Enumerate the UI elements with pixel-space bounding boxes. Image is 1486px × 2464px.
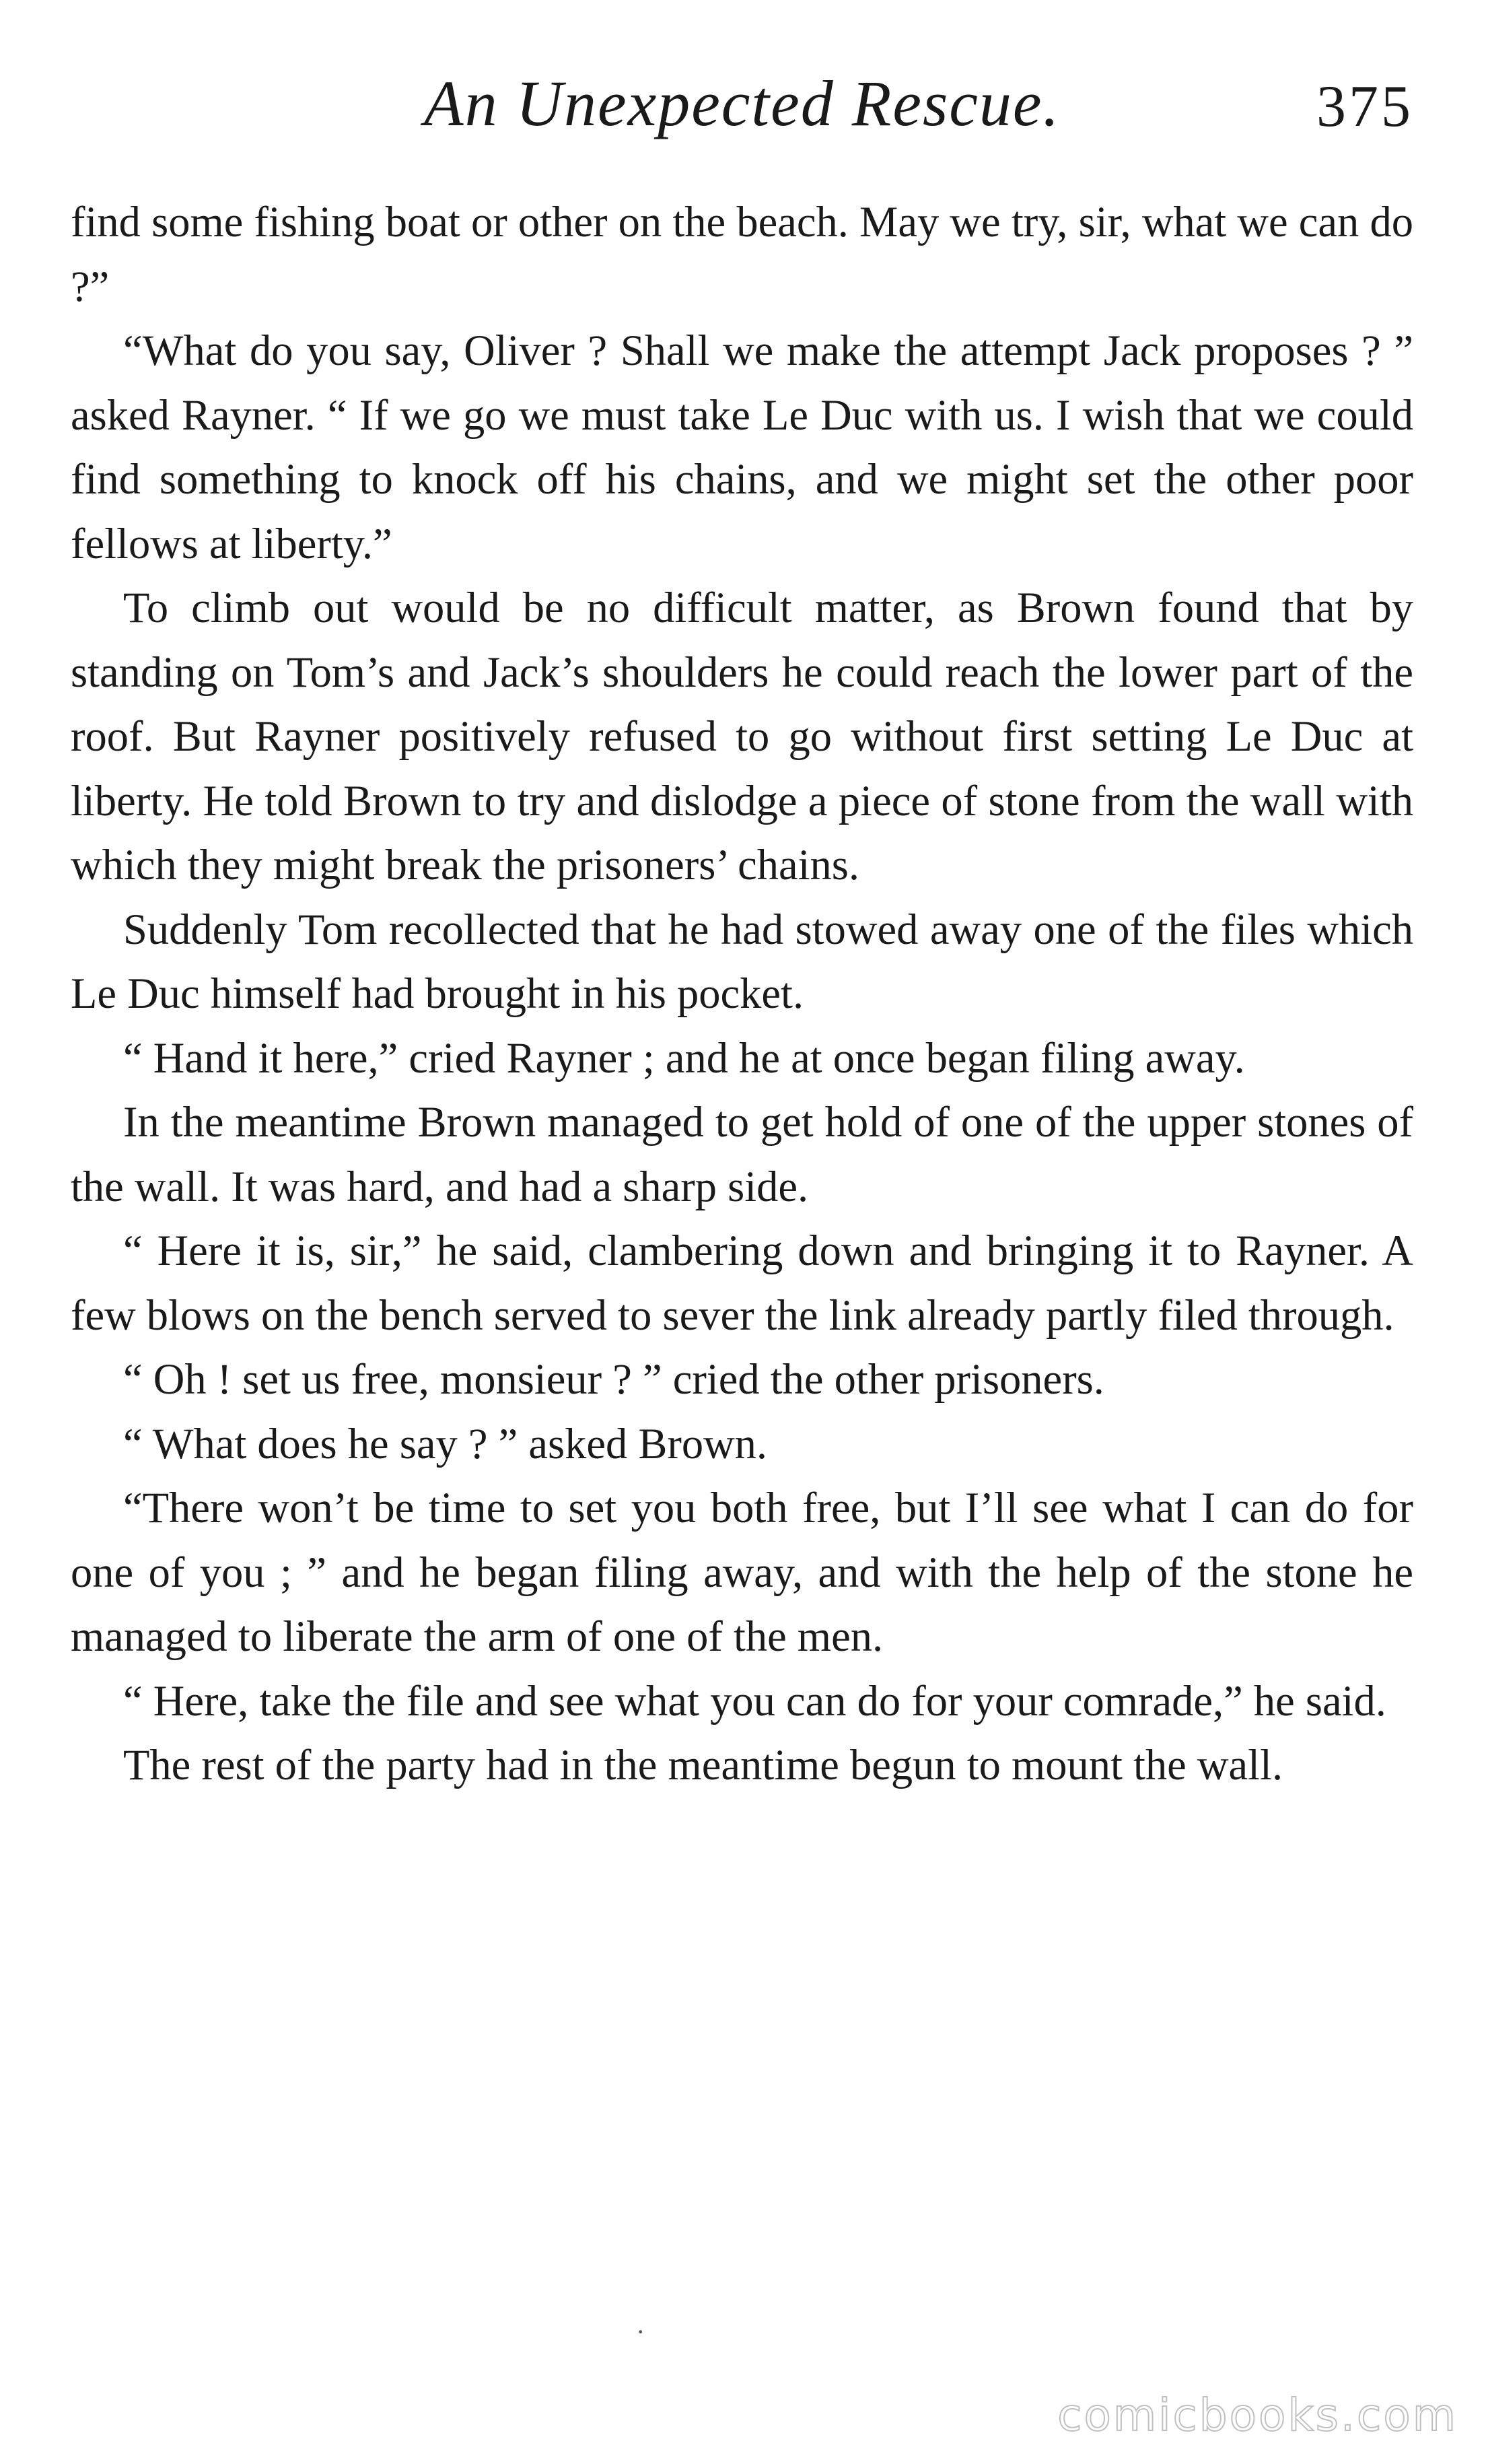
paragraph: To climb out would be no difficult matter, as Brown found that by standing on Tom’s and Jack’s shoulders he could reach the lower part of the roof. But Rayner positively refused to go without first setting Le Duc at liberty. He told Brown to try and dislodge a piece of stone from the wall with which they might break the prisoners’ chains. (71, 584, 1413, 889)
paragraph: “ Here it is, sir,” he said, clambering down and bringing it to Rayner. A few blows on the bench served to sever the link already partly filed through. (71, 1227, 1413, 1339)
paragraph: “What do you say, Oliver ? Shall we make the attempt Jack proposes ? ” asked Rayner. “ If we go we must take Le Duc with us. I wish that we could find something to knock off his chains, and we might set the other poor fellows at liberty.” (71, 327, 1413, 568)
watermark: comicbooks.com (1057, 2389, 1458, 2441)
ink-speck: · (636, 2317, 645, 2347)
paragraph: “ Hand it here,” cried Rayner ; and he at once began filing away. (123, 1033, 1245, 1082)
page-number: 375 (1316, 74, 1413, 139)
running-title: An Unexpected Rescue. (424, 67, 1061, 139)
paragraph: “There won’t be time to set you both free, but I’ll see what I can do for one of you ; ” and he began filing away, and with the help of the stone he managed to liberate the arm of one of the men. (71, 1484, 1413, 1660)
paragraph: find some fishing boat or other on the beach. May we try, sir, what we can do ?” (71, 198, 1413, 310)
paragraph: “ What does he say ? ” asked Brown. (123, 1419, 768, 1468)
body-text (71, 190, 1413, 1798)
paragraph: The rest of the party had in the meantime begun to mount the wall. (123, 1741, 1283, 1789)
paragraph: “ Oh ! set us free, monsieur ? ” cried the other prisoners. (123, 1355, 1104, 1403)
paragraph: Suddenly Tom recollected that he had stowed away one of the files which Le Duc himself had brought in his pocket. (71, 905, 1413, 1017)
running-head (74, 53, 1413, 153)
paragraph: “ Here, take the file and see what you can do for your comrade,” he said. (123, 1676, 1386, 1725)
paragraph: In the meantime Brown managed to get hold of one of the upper stones of the wall. It was hard, and had a sharp side. (71, 1098, 1413, 1210)
